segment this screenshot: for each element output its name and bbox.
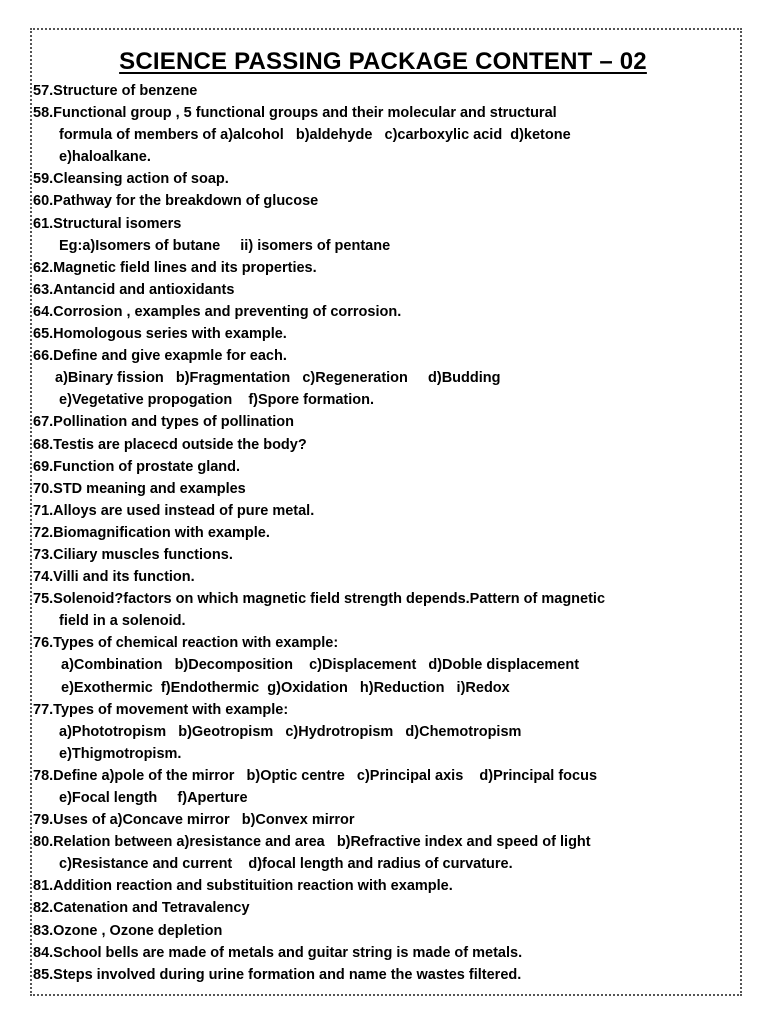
page-title: SCIENCE PASSING PACKAGE CONTENT – 02 <box>119 48 647 75</box>
list-item-continuation: Eg:a)Isomers of butane ii) isomers of pentane <box>59 237 391 254</box>
list-item-continuation: a)Combination b)Decomposition c)Displacement d)Doble displacement <box>61 657 580 674</box>
list-item: 65.Homologous series with example. <box>33 326 287 343</box>
list-item: 67.Pollination and types of pollination <box>33 414 295 431</box>
list-item: 82.Catenation and Tetravalency <box>33 900 250 917</box>
list-item: 71.Alloys are used instead of pure metal. <box>33 502 315 519</box>
list-item: 59.Cleansing action of soap. <box>33 171 229 188</box>
list-item-continuation: a)Binary fission b)Fragmentation c)Regeneration d)Budding <box>55 370 501 387</box>
list-item: 68.Testis are placecd outside the body? <box>33 436 307 453</box>
list-item: 74.Villi and its function. <box>33 569 195 586</box>
list-item: 75.Solenoid?factors on which magnetic field strength depends.Pattern of magnetic <box>33 591 606 608</box>
list-item-continuation: field in a solenoid. <box>59 613 186 630</box>
list-item-continuation: e)Exothermic f)Endothermic g)Oxidation h)Reduction i)Redox <box>61 679 510 696</box>
list-item-continuation: e)Focal length f)Aperture <box>59 790 248 806</box>
list-item-continuation: e)Vegetative propogation f)Spore formation. <box>59 392 374 409</box>
list-item: 70.STD meaning and examples <box>33 480 246 497</box>
list-item: 76.Types of chemical reaction with example: <box>33 635 339 652</box>
list-item: 85.Steps involved during urine formation and name the wastes filtered. <box>33 966 522 983</box>
list-item: 69.Function of prostate gland. <box>33 458 241 475</box>
list-item: 72.Biomagnification with example. <box>33 524 270 541</box>
list-item-continuation: c)Resistance and current d)focal length and radius of curvature. <box>59 856 513 873</box>
list-item: 61.Structural isomers <box>33 215 182 232</box>
list-item-continuation: e)Thigmotropism. <box>59 745 182 762</box>
list-item: 63.Antancid and antioxidants <box>33 281 235 298</box>
list-item-continuation: e)haloalkane. <box>59 149 151 166</box>
list-item: 78.Define a)pole of the mirror b)Optic centre c)Principal axis d)Principal focus <box>33 767 598 784</box>
list-item: 57.Structure of benzene <box>33 83 198 99</box>
document-content <box>33 48 733 986</box>
list-item: 83.Ozone , Ozone depletion <box>33 922 223 939</box>
list-item: 79.Uses of a)Concave mirror b)Convex mirror <box>33 812 355 829</box>
list-item: 81.Addition reaction and substituition reaction with example. <box>33 878 453 895</box>
list-item: 60.Pathway for the breakdown of glucose <box>33 193 319 210</box>
list-item: 73.Ciliary muscles functions. <box>33 546 233 563</box>
list-item-continuation: formula of members of a)alcohol b)aldehyde c)carboxylic acid d)ketone <box>59 127 571 144</box>
list-item: 66.Define and give exapmle for each. <box>33 348 287 365</box>
list-item: 58.Functional group , 5 functional groups and their molecular and structural <box>33 105 557 122</box>
list-item: 64.Corrosion , examples and preventing of corrosion. <box>33 303 402 320</box>
list-item: 84.School bells are made of metals and guitar string is made of metals. <box>33 944 523 961</box>
list-item: 80.Relation between a)resistance and area b)Refractive index and speed of light <box>33 834 591 851</box>
list-item: 62.Magnetic field lines and its properties. <box>33 259 317 276</box>
list-item: 77.Types of movement with example: <box>33 701 289 718</box>
list-item-continuation: a)Phototropism b)Geotropism c)Hydrotropism d)Chemotropism <box>59 723 522 740</box>
